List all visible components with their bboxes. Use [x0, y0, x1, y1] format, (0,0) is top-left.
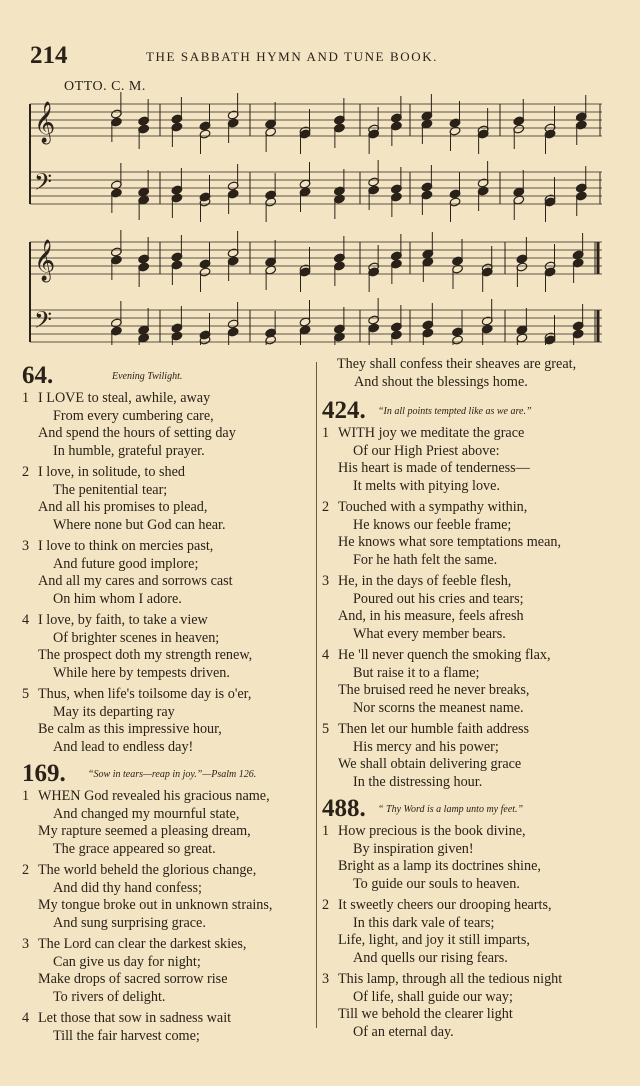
verse-line: WHEN God revealed his gracious name,	[38, 788, 270, 804]
treble-clef-icon: 𝄞	[34, 240, 56, 281]
verse-line: His heart is made of tenderness—	[338, 460, 530, 476]
stanza-first-line	[322, 647, 602, 665]
verse-line: The grace appeared so great.	[53, 840, 216, 857]
stanza-first-line	[322, 499, 602, 517]
stanza	[22, 390, 302, 460]
stanza-number: 3	[322, 573, 330, 589]
stanza-number: 3	[322, 971, 330, 987]
stanza-number: 1	[322, 823, 330, 839]
stanza-number: 2	[22, 464, 30, 480]
hymn-caption: “In all points tempted like as we are.”	[378, 406, 532, 417]
right-column	[322, 356, 602, 1045]
stanza-number: 5	[322, 721, 330, 737]
stanza	[322, 971, 602, 1041]
verse-line: On him whom I adore.	[53, 590, 182, 607]
stanza	[22, 464, 302, 534]
verse-line: Of life, shall guide our way;	[353, 988, 513, 1005]
verse-line: We shall obtain delivering grace	[338, 756, 522, 772]
verse-line: He, in the days of feeble flesh,	[338, 573, 512, 589]
hymn-number: 424.	[322, 397, 366, 424]
stanza-first-line	[22, 862, 302, 880]
verse-line: Make drops of sacred sorrow rise	[38, 971, 228, 987]
hymn-caption: “ Thy Word is a lamp unto my feet.”	[378, 804, 524, 815]
treble-clef-icon: 𝄞	[34, 102, 56, 143]
stanza-number: 2	[22, 862, 30, 878]
verse-line: Let those that sow in sadness wait	[38, 1010, 232, 1026]
stanza	[322, 425, 602, 495]
verse-line: And all his promises to plead,	[38, 499, 208, 515]
verse-line: While here by tempests driven.	[53, 664, 230, 681]
verse-line: For he hath felt the same.	[353, 551, 498, 568]
tune-name: OTTO. C. M.	[64, 79, 146, 94]
verse-line: And lead to endless day!	[53, 738, 194, 755]
verse-line: I love, in solitude, to shed	[38, 464, 185, 480]
verse-line: From every cumbering care,	[53, 407, 214, 424]
verse-line: Life, light, and joy it still imparts,	[338, 932, 530, 948]
continuation-line: They shall confess their sheaves are great,	[337, 356, 577, 372]
stanza-first-line	[322, 897, 602, 915]
verse-line: And sung surprising grace.	[53, 914, 206, 931]
stanza	[22, 538, 302, 608]
hymn-number: 488.	[322, 795, 366, 822]
verse-line: Nor scorns the meanest name.	[353, 699, 524, 716]
stanza-number: 3	[22, 936, 30, 952]
verse-line: In humble, grateful prayer.	[53, 442, 205, 459]
verse-line: And spend the hours of setting day	[38, 425, 236, 441]
stanza	[322, 823, 602, 893]
verse-line: Bright as a lamp its doctrines shine,	[338, 858, 541, 874]
continuation-line: And shout the blessings home.	[354, 373, 528, 390]
stanza-number: 4	[22, 1010, 30, 1026]
verse-line: Of our High Priest above:	[353, 442, 500, 459]
verse-line: I LOVE to steal, awhile, away	[38, 390, 211, 406]
stanza-number: 1	[322, 425, 330, 441]
verse-line: Be calm as this impressive hour,	[38, 721, 222, 737]
verse-line: In this dark vale of tears;	[353, 914, 495, 931]
stanza-first-line	[22, 1010, 302, 1028]
verse-line: The Lord can clear the darkest skies,	[38, 936, 247, 952]
stanza	[322, 647, 602, 717]
hymn-caption: “Sow in tears—reap in joy.”—Psalm 126.	[88, 769, 257, 780]
stanza-first-line	[322, 425, 602, 443]
verse-line: The bruised reed he never breaks,	[338, 682, 530, 698]
stanza-number: 5	[22, 686, 30, 702]
stanza-number: 4	[22, 612, 30, 628]
stanza-first-line	[22, 936, 302, 954]
verse-line: And all my cares and sorrows cast	[38, 573, 233, 589]
verse-line: To rivers of delight.	[53, 988, 166, 1005]
hymn-424	[322, 397, 602, 791]
stanza-first-line	[22, 686, 302, 704]
verse-line: What every member bears.	[353, 625, 506, 642]
verse-line: This lamp, through all the tedious night	[338, 971, 563, 987]
verse-line: To guide our souls to heaven.	[353, 875, 520, 892]
stanza-number: 2	[322, 499, 330, 515]
stanza	[22, 862, 302, 932]
stanza-number: 1	[22, 788, 30, 804]
verse-line: The world beheld the glorious change,	[38, 862, 257, 878]
stanza	[322, 721, 602, 791]
stanza	[322, 897, 602, 967]
bass-clef-icon: 𝄢	[34, 168, 53, 201]
verse-line: How precious is the book divine,	[338, 823, 526, 839]
verse-line: Can give us day for night;	[53, 953, 201, 970]
hymn-number: 169.	[22, 760, 66, 787]
hymn-169	[22, 760, 302, 1045]
stanza-number: 4	[322, 647, 330, 663]
hymn-number: 64.	[22, 362, 54, 389]
stanza-first-line	[322, 721, 602, 739]
stanza	[22, 936, 302, 1006]
stanza-first-line	[22, 612, 302, 630]
verse-line: The prospect doth my strength renew,	[38, 647, 253, 663]
hymn-caption: Evening Twilight.	[112, 371, 183, 382]
verse-line: He knows our feeble frame;	[353, 516, 512, 533]
verse-line: His mercy and his power;	[353, 738, 499, 755]
stanza	[322, 499, 602, 569]
verse-line: My tongue broke out in unknown strains,	[38, 897, 273, 913]
verse-line: Till we behold the clearer light	[338, 1006, 513, 1022]
stanza-first-line	[22, 390, 302, 408]
verse-line: He 'll never quench the smoking flax,	[338, 647, 551, 663]
stanza	[22, 612, 302, 682]
stanza-first-line	[22, 538, 302, 556]
column-divider	[316, 362, 317, 1028]
stanza	[22, 686, 302, 756]
bass-clef-icon: 𝄢	[34, 306, 53, 339]
verse-line: I love, by faith, to take a view	[38, 612, 208, 628]
verse-line: And quells our rising fears.	[353, 949, 508, 966]
music-score	[0, 0, 640, 345]
stanza-number: 1	[22, 390, 30, 406]
verse-line: WITH joy we meditate the grace	[338, 425, 525, 441]
stanza-first-line	[322, 971, 602, 989]
stanza-first-line	[322, 573, 602, 591]
stanza	[322, 573, 602, 643]
hymn-64	[22, 362, 302, 756]
verse-line: May its departing ray	[53, 703, 175, 720]
stanza	[22, 788, 302, 858]
verse-line: In the distressing hour.	[353, 773, 483, 790]
verse-line: Where none but God can hear.	[53, 516, 226, 533]
verse-line: And changed my mournful state,	[53, 805, 240, 822]
hymn-488	[322, 795, 602, 1041]
stanza-number: 3	[22, 538, 30, 554]
verse-line: And, in his measure, feels afresh	[338, 608, 524, 624]
page-number: 214	[30, 42, 68, 69]
verse-line: Of an eternal day.	[353, 1023, 454, 1040]
verse-line: By inspiration given!	[353, 840, 474, 857]
verse-line: My rapture seemed a pleasing dream,	[38, 823, 251, 839]
verse-line: I love to think on mercies past,	[38, 538, 214, 554]
stanza-first-line	[322, 823, 602, 841]
stanza-first-line	[22, 788, 302, 806]
verse-line: Of brighter scenes in heaven;	[53, 629, 220, 646]
verse-line: It sweetly cheers our drooping hearts,	[338, 897, 552, 913]
verse-line: Till the fair harvest come;	[53, 1027, 200, 1044]
verse-line: But raise it to a flame;	[353, 664, 480, 681]
verse-line: Touched with a sympathy within,	[338, 499, 528, 515]
verse-line: Thus, when life's toilsome day is o'er,	[38, 686, 252, 702]
verse-line: It melts with pitying love.	[353, 477, 500, 494]
verse-line: The penitential tear;	[53, 481, 168, 498]
verse-line: He knows what sore temptations mean,	[338, 534, 562, 550]
stanza-number: 2	[322, 897, 330, 913]
verse-line: And future good implore;	[53, 555, 199, 572]
left-column	[22, 362, 302, 1049]
verse-line: Poured out his cries and tears;	[353, 590, 524, 607]
stanza-first-line	[22, 464, 302, 482]
running-title: THE SABBATH HYMN AND TUNE BOOK.	[146, 49, 439, 64]
stanza	[22, 1010, 302, 1045]
verse-line: Then let our humble faith address	[338, 721, 530, 737]
verse-line: And did thy hand confess;	[53, 879, 202, 896]
